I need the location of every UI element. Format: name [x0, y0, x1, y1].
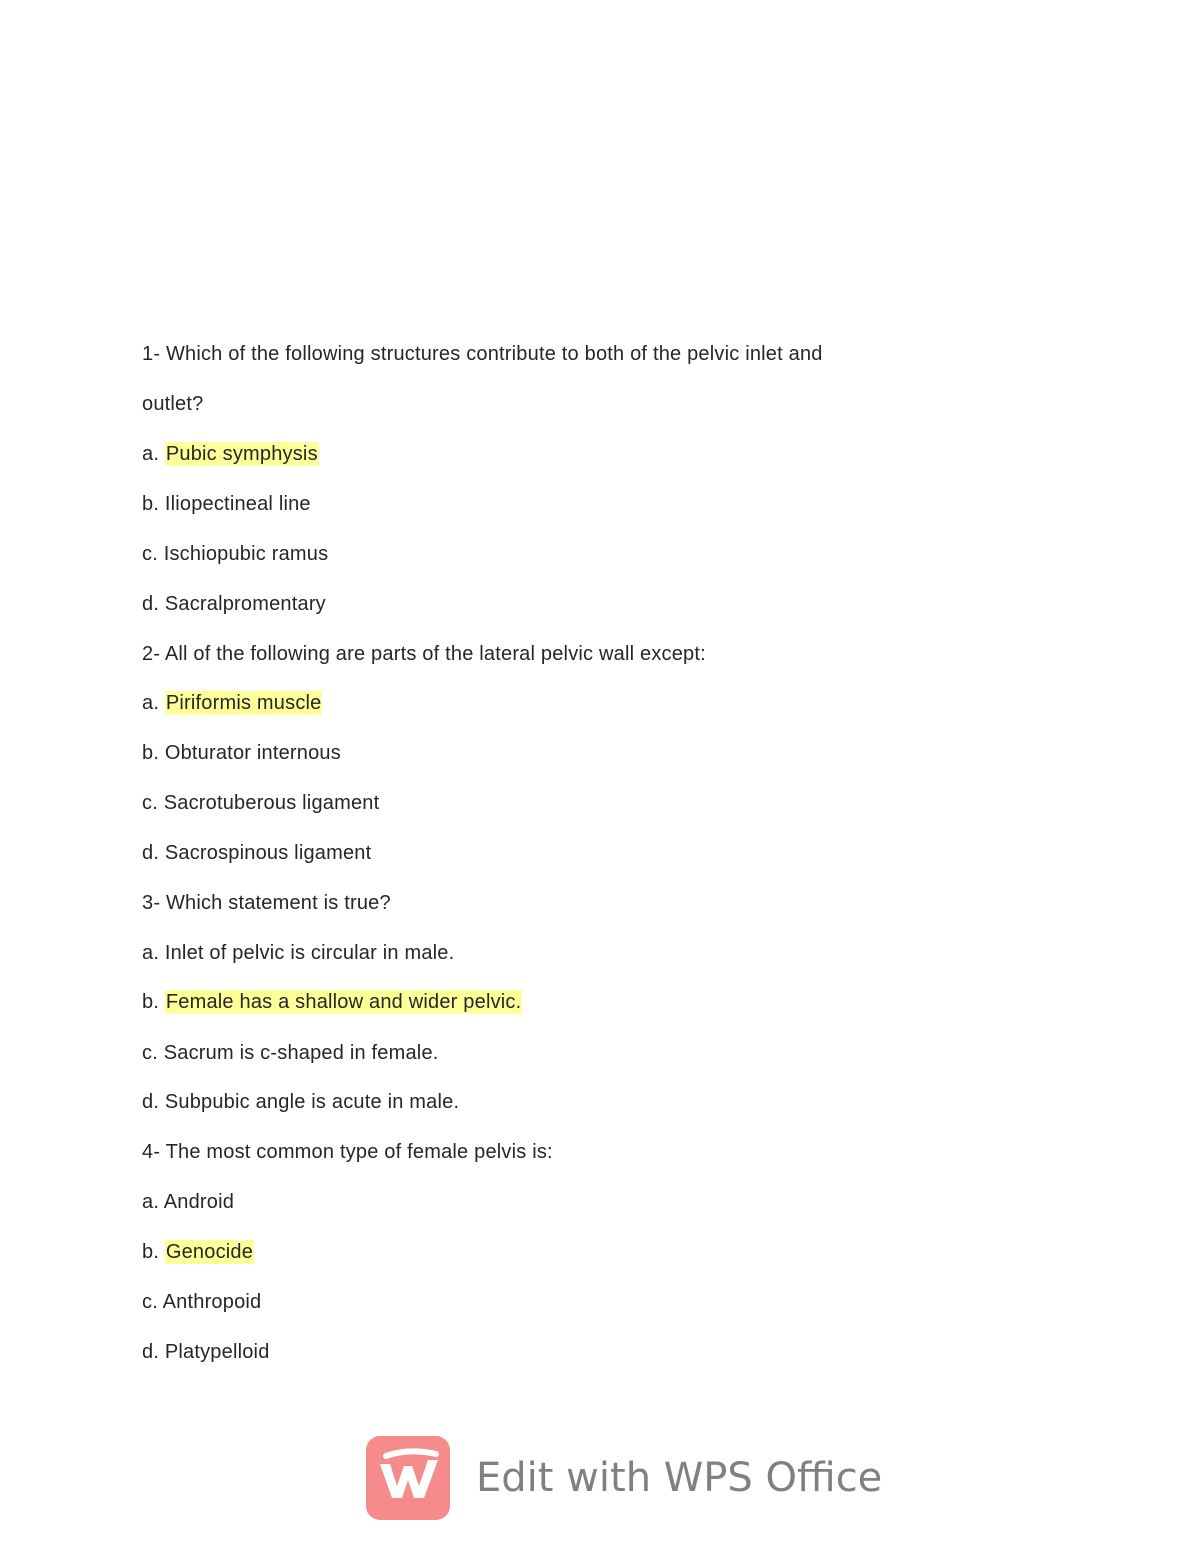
option-text: Iliopectineal line [164, 493, 311, 515]
option-prefix: c. [142, 1291, 163, 1313]
option-prefix: b. [142, 742, 165, 764]
question-2-option-c [142, 790, 379, 816]
wps-watermark-text: Edit with WPS Office [476, 1455, 883, 1501]
option-text: Obturator internous [164, 742, 341, 764]
question-2-option-d [142, 840, 371, 866]
question-3-stem: 3- Which statement is true? [142, 892, 391, 914]
option-prefix: a. [142, 942, 165, 964]
option-text: Sacralpromentary [164, 593, 326, 615]
option-prefix: c. [142, 792, 164, 814]
question-1-stem-line-2: outlet? [142, 393, 204, 415]
option-prefix: d. [142, 1091, 165, 1113]
option-text: Ischiopubic ramus [163, 543, 329, 565]
question-2-option-a [142, 690, 322, 716]
question-4-option-a [142, 1189, 234, 1215]
option-prefix: d. [142, 593, 165, 615]
question-1-option-b [142, 491, 311, 517]
question-1-option-a [142, 441, 319, 467]
option-prefix: b. [142, 991, 165, 1013]
highlighted-answer: Female has a shallow and wider pelvic. [165, 991, 522, 1013]
question-4-option-c [142, 1289, 261, 1315]
question-1-option-c [142, 541, 328, 567]
highlighted-answer: Genocide [165, 1241, 254, 1263]
option-prefix: a. [142, 1191, 164, 1213]
option-prefix: c. [142, 1042, 164, 1064]
wps-watermark[interactable] [366, 1435, 882, 1521]
option-prefix: d. [142, 842, 165, 864]
option-prefix: c. [142, 543, 164, 565]
option-text: Android [163, 1191, 235, 1213]
highlighted-answer: Piriformis muscle [165, 692, 322, 714]
highlighted-answer: Pubic symphysis [165, 443, 318, 465]
option-prefix: a. [142, 443, 165, 465]
option-text: Subpubic angle is acute in male. [164, 1091, 460, 1113]
wps-office-logo-icon [366, 1436, 450, 1520]
option-prefix: b. [142, 1241, 165, 1263]
option-text: Inlet of pelvic is circular in male. [164, 942, 455, 964]
option-prefix: b. [142, 493, 165, 515]
option-text: Sacrum is c-shaped in female. [163, 1042, 439, 1064]
question-3-option-c [142, 1040, 439, 1066]
question-4-stem: 4- The most common type of female pelvis is: [142, 1141, 553, 1163]
option-prefix: d. [142, 1341, 165, 1363]
option-text: Sacrotuberous ligament [163, 792, 380, 814]
question-1-stem-line-1: 1- Which of the following structures contribute to both of the pelvic inlet and [142, 343, 823, 365]
question-1-option-d [142, 591, 326, 617]
question-3-option-a [142, 940, 454, 966]
question-4-option-b [142, 1239, 254, 1265]
option-prefix: a. [142, 692, 165, 714]
option-text: Platypelloid [164, 1341, 270, 1363]
option-text: Sacrospinous ligament [164, 842, 372, 864]
question-4-option-d [142, 1339, 270, 1365]
question-2-stem: 2- All of the following are parts of the lateral pelvic wall except: [142, 643, 706, 665]
question-3-option-b [142, 989, 522, 1015]
option-text: Anthropoid [162, 1291, 262, 1313]
question-3-option-d [142, 1089, 459, 1115]
question-2-option-b [142, 740, 341, 766]
